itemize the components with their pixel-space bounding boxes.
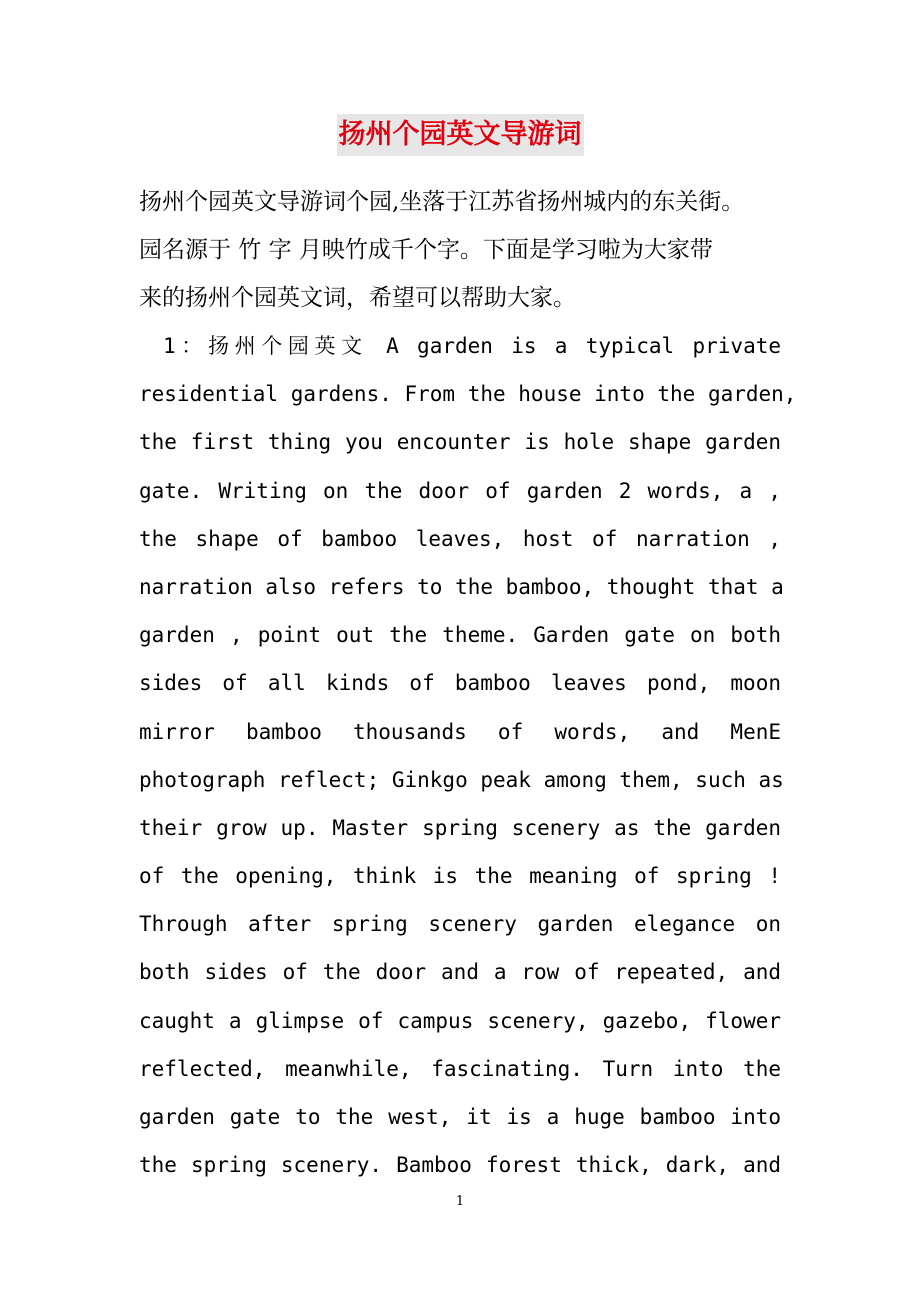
body-line: gate. Writing on the door of garden 2 words, a , <box>139 478 781 503</box>
title-container <box>0 114 920 156</box>
body-line: the first thing you encounter is hole shape garden <box>139 430 781 455</box>
body-line: reflected, meanwhile, fascinating. Turn into the <box>139 1056 781 1081</box>
body-line: sides of all kinds of bamboo leaves pond, moon <box>139 671 781 696</box>
body-line: photograph reflect; Ginkgo peak among them, such as <box>139 767 784 792</box>
body-line: garden gate to the west, it is a huge bamboo into <box>139 1105 781 1129</box>
intro-line: 来的扬州个园英文词，希望可以帮助大家。 <box>139 285 576 311</box>
body-line: the shape of bamboo leaves, host of narration , <box>139 526 781 551</box>
body-line: of the opening, think is the meaning of spring ! <box>139 864 781 889</box>
document-title: 扬州个园英文导游词 <box>337 114 584 156</box>
body-line: mirror bamboo thousands of words, and MenE <box>139 719 781 744</box>
body-line: their grow up. Master spring scenery as the garden <box>139 815 781 840</box>
body-line: residential gardens. From the house into the garden, <box>139 382 797 407</box>
body-line: 1：扬州个园英文 A garden is a typical private <box>163 334 781 358</box>
body-line: caught a glimpse of campus scenery, gazebo, flower <box>139 1008 781 1033</box>
body-line: narration also refers to the bamboo, thought that a <box>139 574 784 599</box>
intro-paragraph <box>139 178 789 322</box>
intro-line: 园名源于 竹 字 月映竹成千个字。下面是学习啦为大家带 <box>139 237 713 263</box>
body-line: Through after spring scenery garden elegance on <box>139 912 781 937</box>
body-line: the spring scenery. Bamboo forest thick, dark, and <box>139 1153 781 1178</box>
page-number: 1 <box>455 1194 465 1209</box>
body-line: garden , point out the theme. Garden gate on both <box>139 623 781 648</box>
intro-line: 扬州个园英文导游词个园,坐落于江苏省扬州城内的东关街。 <box>139 189 745 215</box>
body-paragraph <box>139 322 797 1189</box>
body-line: both sides of the door and a row of repeated, and <box>139 960 781 985</box>
